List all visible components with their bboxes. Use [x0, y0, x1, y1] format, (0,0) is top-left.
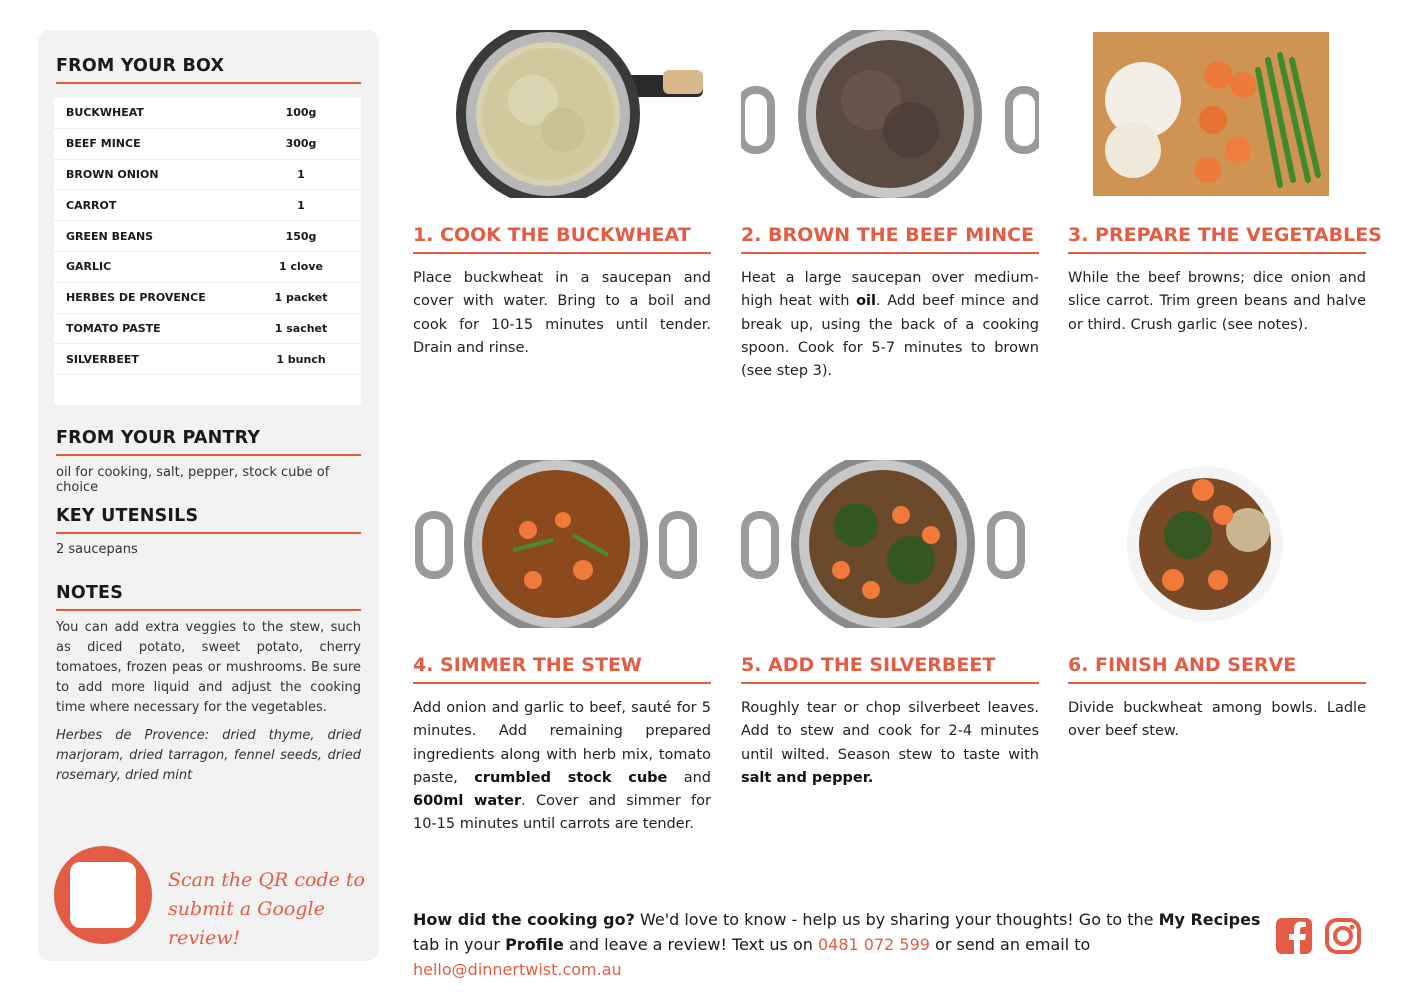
step-3-title: 3. PREPARE THE VEGETABLES — [1068, 224, 1366, 254]
facebook-icon[interactable] — [1276, 917, 1312, 955]
email-link[interactable]: hello@dinnertwist.com.au — [413, 960, 622, 979]
from-your-box-title: FROM YOUR BOX — [56, 56, 361, 84]
notes-title: NOTES — [56, 583, 361, 611]
step-1-title: 1. COOK THE BUCKWHEAT — [413, 224, 711, 254]
qr-caption-line1: Scan the QR code to — [168, 869, 365, 891]
step-1-body — [413, 267, 711, 360]
step-2-photo — [741, 30, 1039, 198]
ingredient-qty: 1 — [297, 167, 305, 181]
step-body-text: Divide buckwheat among bowls. Ladle over beef stew. — [1068, 700, 1366, 740]
ingredient-qty: 1 sachet — [274, 321, 328, 335]
step-6-body — [1068, 697, 1366, 744]
ingredient-name: CARROT — [66, 198, 117, 212]
utensils-text: 2 saucepans — [56, 542, 138, 557]
step-body-bold: crumbled stock cube — [474, 769, 668, 786]
ingredient-name: GREEN BEANS — [66, 229, 154, 243]
footer-text-2: tab in your — [413, 935, 506, 954]
ingredient-qty: 1 — [297, 198, 305, 212]
step-body-text: Place buckwheat in a saucepan and cover with water. Bring to a boil and cook for 10-15 minutes until tender. Drain and rinse. — [413, 270, 711, 356]
step-body-text: and — [667, 769, 712, 786]
ingredient-row — [54, 98, 361, 129]
ingredient-qty: 300g — [285, 137, 317, 151]
key-utensils-title: KEY UTENSILS — [56, 506, 361, 534]
ingredient-name: GARLIC — [66, 260, 112, 274]
profile-link[interactable]: Profile — [505, 935, 564, 954]
step-body-text: . Cover and simmer for 10-15 minutes until carrots are tender. — [413, 793, 711, 833]
pantry-text: oil for cooking, salt, pepper, stock cube of choice — [56, 465, 330, 495]
qr-code[interactable] — [54, 846, 152, 944]
step-6-photo — [1068, 460, 1366, 628]
footer-question: How did the cooking go? — [413, 910, 635, 929]
ingredient-qty: 1 clove — [279, 260, 323, 274]
step-5-body — [741, 697, 1039, 790]
step-5-title: 5. ADD THE SILVERBEET — [741, 654, 1039, 684]
from-your-pantry-title: FROM YOUR PANTRY — [56, 428, 361, 456]
ingredient-qty: 1 packet — [274, 291, 328, 305]
step-body-text: Roughly tear or chop silverbeet leaves. Add to stew and cook for 2-4 minutes until wilted. Season stew to taste with — [741, 700, 1039, 763]
feedback-footer — [413, 907, 1263, 982]
ingredient-row — [54, 129, 361, 160]
ingredient-qty: 100g — [285, 106, 317, 120]
step-body-text: Add onion and garlic to beef, sauté for 5 minutes. Add remaining prepared ingredients along with herb mix, tomato paste, — [413, 700, 711, 786]
qr-caption-line2: submit a Google review! — [168, 898, 325, 949]
footer-text-3: and leave a review! Text us on — [563, 935, 818, 954]
notes-herbs-paragraph: Herbes de Provence: dried thyme, dried marjoram, dried tarragon, fennel seeds, dried rosemary, dried mint — [56, 728, 361, 783]
footer-text-1: We'd love to know - help us by sharing your thoughts! Go to the — [634, 910, 1159, 929]
step-2-body — [741, 267, 1039, 383]
ingredient-name: BROWN ONION — [66, 167, 159, 181]
step-body-text: . Add beef mince and break up, using the back of a cooking spoon. Cook for 5-7 minutes to brown (see step 3). — [741, 293, 1039, 380]
ingredient-row — [54, 221, 361, 252]
step-5-photo — [741, 460, 1039, 628]
step-body-text: Heat a large saucepan over medium-high heat with — [741, 270, 1039, 310]
step-3-photo — [1068, 30, 1366, 198]
step-4-title: 4. SIMMER THE STEW — [413, 654, 711, 684]
step-6-title: 6. FINISH AND SERVE — [1068, 654, 1366, 684]
ingredient-row — [54, 160, 361, 191]
step-body-bold: oil — [856, 293, 876, 310]
my-recipes-link[interactable]: My Recipes — [1158, 910, 1261, 929]
step-4-body — [413, 697, 711, 837]
step-1-photo — [413, 30, 711, 198]
ingredient-qty: 1 bunch — [276, 352, 326, 366]
ingredient-name: SILVERBEET — [66, 352, 139, 366]
phone-link[interactable]: 0481 072 599 — [817, 935, 930, 954]
ingredient-row — [54, 190, 361, 221]
step-body-bold: salt and pepper. — [741, 769, 874, 786]
step-3-body — [1068, 267, 1366, 337]
ingredient-row — [54, 344, 361, 375]
ingredient-name: BEEF MINCE — [66, 137, 141, 151]
ingredient-name: HERBES DE PROVENCE — [66, 291, 206, 305]
ingredient-row — [54, 252, 361, 283]
step-2-title: 2. BROWN THE BEEF MINCE — [741, 224, 1039, 254]
ingredients-table — [54, 98, 361, 405]
footer-text-4: or send an email to — [929, 935, 1091, 954]
ingredient-name: TOMATO PASTE — [66, 321, 161, 335]
notes-text — [56, 618, 361, 786]
ingredient-row — [54, 283, 361, 314]
ingredients-sidebar — [38, 30, 379, 961]
notes-paragraph: You can add extra veggies to the stew, such as diced potato, sweet potato, cherry tomatoes, frozen peas or mushrooms. Be sure to add more liquid and adjust the cooking time where necessary for the vegetables. — [56, 620, 361, 715]
step-4-photo — [413, 460, 711, 628]
step-body-bold: 600ml water — [413, 793, 522, 810]
ingredient-qty: 150g — [285, 229, 317, 243]
qr-code-image — [70, 862, 136, 928]
step-body-text: While the beef browns; dice onion and slice carrot. Trim green beans and halve or third. Crush garlic (see notes). — [1068, 270, 1366, 333]
ingredient-name: BUCKWHEAT — [66, 106, 144, 120]
ingredient-row — [54, 314, 361, 345]
qr-caption — [168, 866, 368, 953]
instagram-icon[interactable] — [1324, 917, 1362, 955]
